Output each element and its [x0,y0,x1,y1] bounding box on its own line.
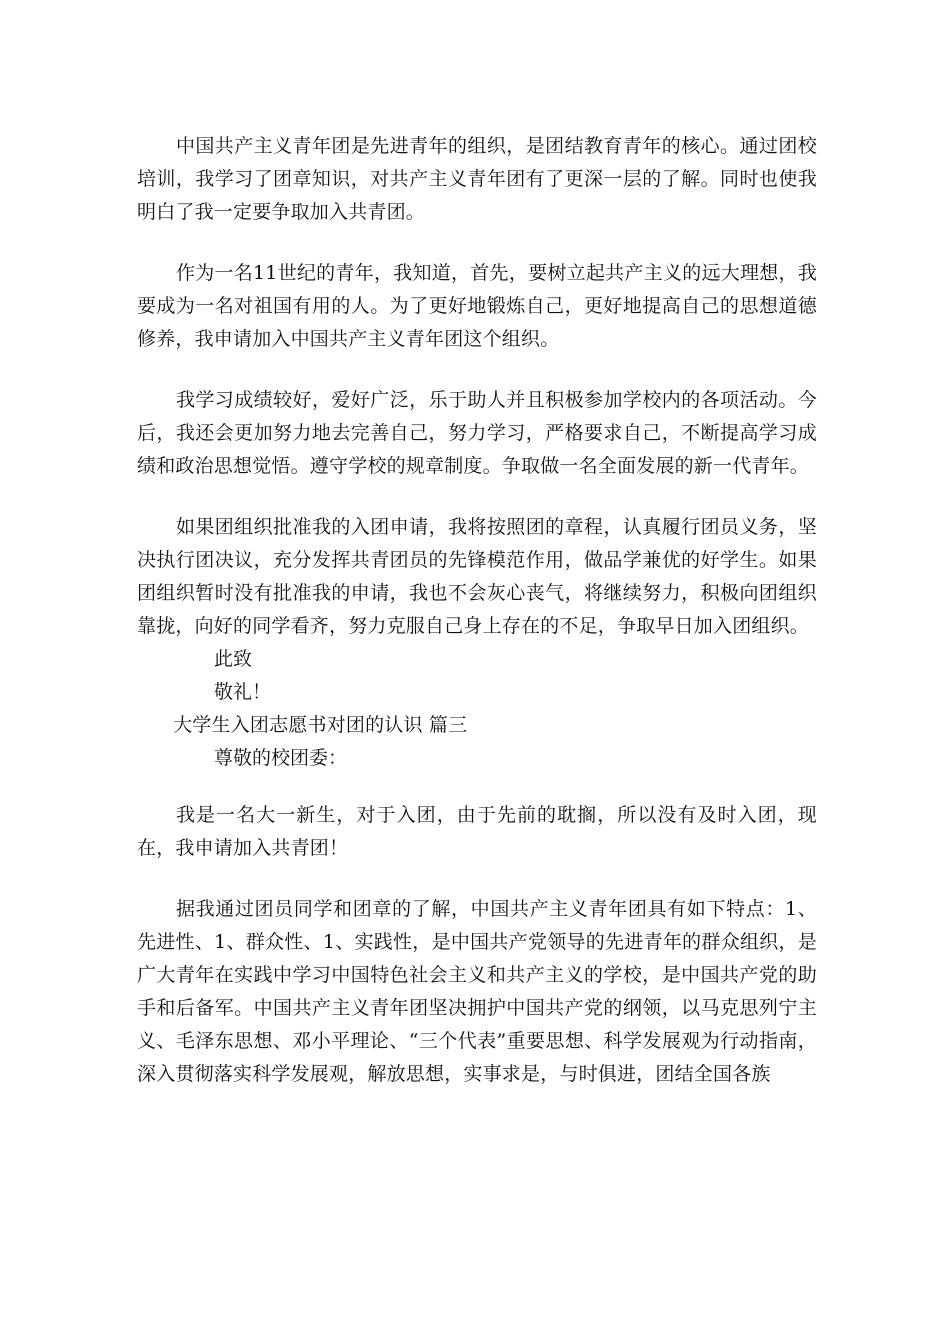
paragraph-1: 中国共产主义青年团是先进青年的组织，是团结教育青年的核心。通过团校培训，我学习了团章知识，对共产主义青年团有了更深一层的了解。同时也使我明白了我一定要争取加入共青团。 [137,135,817,223]
salutation: 尊敬的校团委： [213,747,347,769]
paragraph-4: 如果团组织批准我的入团申请，我将按照团的章程，认真履行团员义务，坚决执行团决议，充分发挥共青团员的先锋模范作用，做品学兼优的好学生。如果团组织暂时没有批准我的申请，我也不会灰心丧气，将继续努力，积极向团组织靠拢，向好的同学看齐，努力克服自己身上存在的不足，争取早日加入团组织。 [137,516,817,637]
closing-ci-zhi: 此致 [213,648,252,670]
paragraph-6: 据我通过团员同学和团章的了解，中国共产主义青年团具有如下特点：1、先进性、1、群众性、1、实践性，是中国共产党领导的先进青年的群众组织，是广大青年在实践中学习中国特色社会主义和共产主义的学校，是中国共产党的助手和后备军。中国共产主义青年团坚决拥护中国共产党的纲领，以马克思列宁主义、毛泽东思想、邓小平理论、“三个代表”重要思想、科学发展观为行动指南，深入贯彻落实科学发展观，解放思想，实事求是，与时俱进，团结全国各族 [137,898,817,1085]
paragraph-5: 我是一名大一新生，对于入团，由于先前的耽搁，所以没有及时入团，现在，我申请加入共青团！ [137,804,817,859]
section-heading: 大学生入团志愿书对团的认识 篇三 [173,714,468,736]
paragraph-3: 我学习成绩较好，爱好广泛，乐于助人并且积极参加学校内的各项活动。今后，我还会更加努力地去完善自己，努力学习，严格要求自己，不断提高学习成绩和政治思想觉悟。遵守学校的规章制度。争取做一名全面发展的新一代青年。 [137,389,817,477]
closing-jing-li: 敬礼！ [213,681,271,703]
document-page [137,130,817,1091]
paragraph-2: 作为一名11世纪的青年，我知道，首先，要树立起共产主义的远大理想，我要成为一名对祖国有用的人。为了更好地锻炼自己，更好地提高自己的思想道德修养，我申请加入中国共产主义青年团这个组织。 [137,262,817,350]
